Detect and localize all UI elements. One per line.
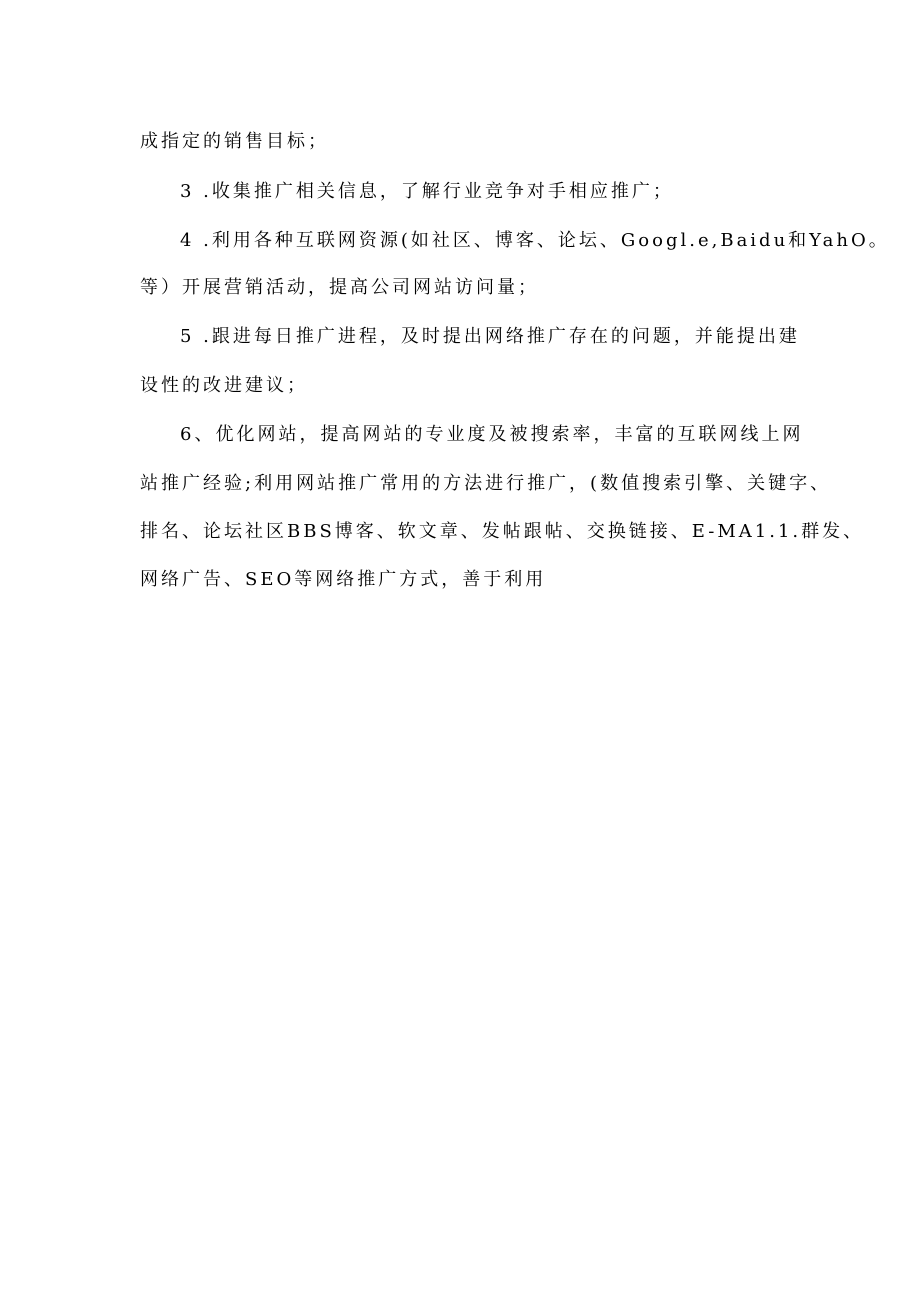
paragraph-line: 站推广经验;利用网站推广常用的方法进行推广，(数值搜索引擎、关键字、 [140, 473, 832, 494]
paragraph-line: 5 .跟进每日推广进程，及时提出网络推广存在的问题，并能提出建 [180, 326, 800, 347]
paragraph-line: 4 .利用各种互联网资源(如社区、博客、论坛、Googl.e,Baidu和YahO。 [180, 230, 890, 251]
paragraph-line: 等）开展营销活动，提高公司网站访问量； [140, 277, 539, 298]
paragraph-line: 排名、论坛社区BBS博客、软文章、发帖跟帖、交换链接、E-MA1.1.群发、 [140, 521, 865, 542]
paragraph-line: 3 .收集推广相关信息，了解行业竞争对手相应推广； [180, 181, 674, 202]
paragraph-line: 网络广告、SEO等网络推广方式，善于利用 [140, 569, 547, 590]
paragraph-line: 6、优化网站，提高网站的专业度及被搜索率，丰富的互联网线上网 [180, 424, 804, 445]
paragraph-line: 成指定的销售目标； [140, 131, 329, 152]
paragraph-line: 设性的改进建议； [140, 375, 308, 396]
